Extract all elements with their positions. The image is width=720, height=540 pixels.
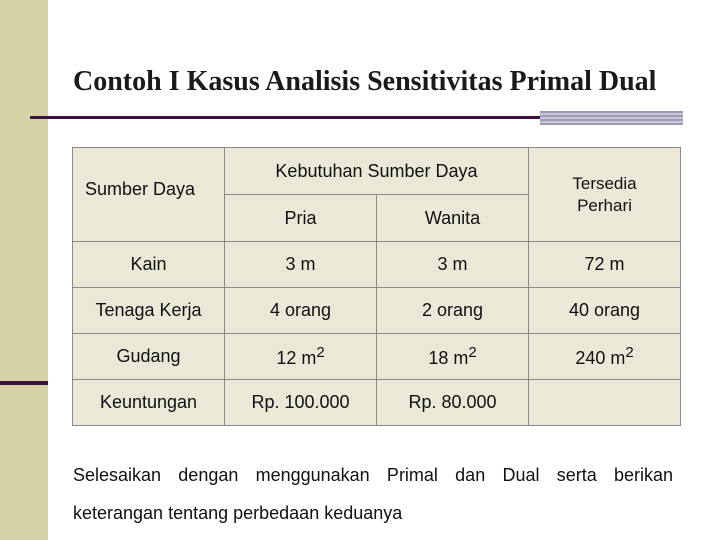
cell-male: 3 m: [225, 242, 377, 288]
title-underline: [30, 116, 540, 119]
table-row: [73, 334, 681, 380]
row-label: Kain: [73, 242, 225, 288]
header-available-line1: Tersedia: [572, 173, 637, 193]
cell-available: 40 orang: [529, 288, 681, 334]
resource-table: [72, 147, 681, 426]
cell-female: [377, 334, 529, 380]
row-label: Tenaga Kerja: [73, 288, 225, 334]
header-resource: Sumber Daya: [73, 148, 225, 242]
header-female: Wanita: [377, 195, 529, 242]
row-label: Keuntungan: [73, 380, 225, 426]
cell-available: [529, 334, 681, 380]
table-header-row: [73, 148, 681, 195]
header-male: Pria: [225, 195, 377, 242]
table-row: [73, 288, 681, 334]
cell-available: 72 m: [529, 242, 681, 288]
cell-male: [225, 334, 377, 380]
instruction-text: Selesaikan dengan menggunakan Primal dan Dual serta berikan keterangan tentang perbedaan keduanya: [73, 465, 673, 523]
cell-female: 3 m: [377, 242, 529, 288]
cell-male-exponent: 2: [316, 344, 325, 361]
side-accent-divider: [0, 381, 48, 385]
row-label: Gudang: [73, 334, 225, 380]
title-underline-shade: [540, 111, 683, 125]
cell-female: 2 orang: [377, 288, 529, 334]
cell-available-exponent: 2: [625, 344, 634, 361]
cell-available-value: 240 m: [575, 348, 626, 368]
cell-female-exponent: 2: [468, 344, 477, 361]
side-accent-bar: [0, 0, 48, 540]
header-available-line2: Perhari: [577, 195, 632, 215]
table-row: [73, 380, 681, 426]
header-needs: Kebutuhan Sumber Daya: [225, 148, 529, 195]
cell-male: 4 orang: [225, 288, 377, 334]
table-row: [73, 242, 681, 288]
cell-female: Rp. 80.000: [377, 380, 529, 426]
cell-male: Rp. 100.000: [225, 380, 377, 426]
header-available: [529, 148, 681, 242]
cell-female-value: 18 m: [428, 348, 469, 368]
cell-available-empty: [529, 380, 681, 426]
cell-male-value: 12 m: [276, 348, 317, 368]
slide-title: Contoh I Kasus Analisis Sensitivitas Primal Dual: [73, 66, 657, 97]
